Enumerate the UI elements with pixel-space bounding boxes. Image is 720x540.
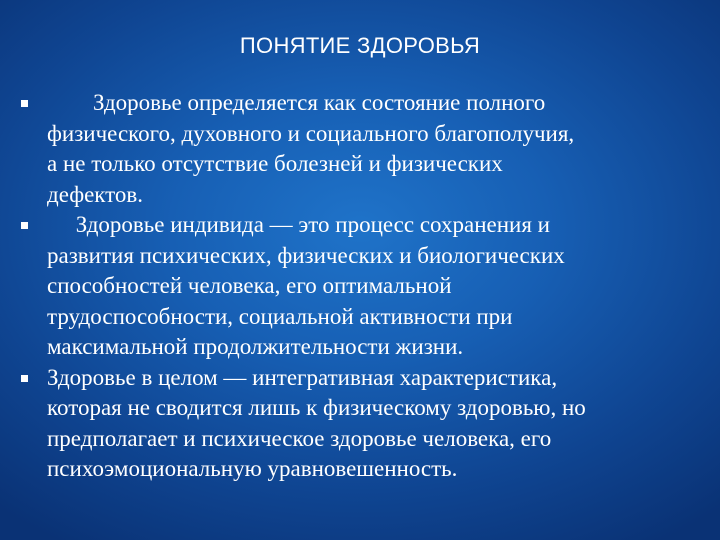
bullet-text-line: предполагает и психическое здоровье человека, его xyxy=(47,425,552,451)
bullet-text-line: а не только отсутствие болезней и физических xyxy=(47,151,503,176)
square-bullet-icon xyxy=(21,100,28,107)
bullet-item xyxy=(0,363,720,485)
square-bullet-icon xyxy=(21,222,28,229)
bullet-text-line: Здоровье индивида — это процесс сохранения и xyxy=(47,212,550,237)
bullet-item xyxy=(0,88,720,210)
bullet-text-line: дефектов. xyxy=(47,181,144,207)
square-bullet-icon xyxy=(21,375,28,382)
bullet-text-line: максимальной продолжительности жизни. xyxy=(47,334,464,359)
bullet-list xyxy=(0,88,720,485)
slide-title: ПОНЯТИЕ ЗДОРОВЬЯ xyxy=(239,33,481,58)
bullet-item xyxy=(0,210,720,363)
bullet-text xyxy=(47,363,713,485)
bullet-text xyxy=(47,210,713,363)
bullet-text-line: которая не сводится лишь к физическому здоровью, но xyxy=(47,395,586,420)
bullet-text-line: трудоспособности, социальной активности при xyxy=(47,303,513,329)
bullet-text-line: психоэмоциональную уравновешенность. xyxy=(47,456,458,481)
bullet-text-line: Здоровье в целом — интегративная характеристика, xyxy=(47,364,558,390)
bullet-text-line: способностей человека, его оптимальной xyxy=(47,273,452,298)
bullet-text-line: физического, духовного и социального благополучия, xyxy=(47,120,575,146)
bullet-text xyxy=(47,88,713,210)
bullet-text-line: развития психических, физических и биологических xyxy=(47,242,565,268)
bullet-text-line: Здоровье определяется как состояние полного xyxy=(47,90,546,115)
